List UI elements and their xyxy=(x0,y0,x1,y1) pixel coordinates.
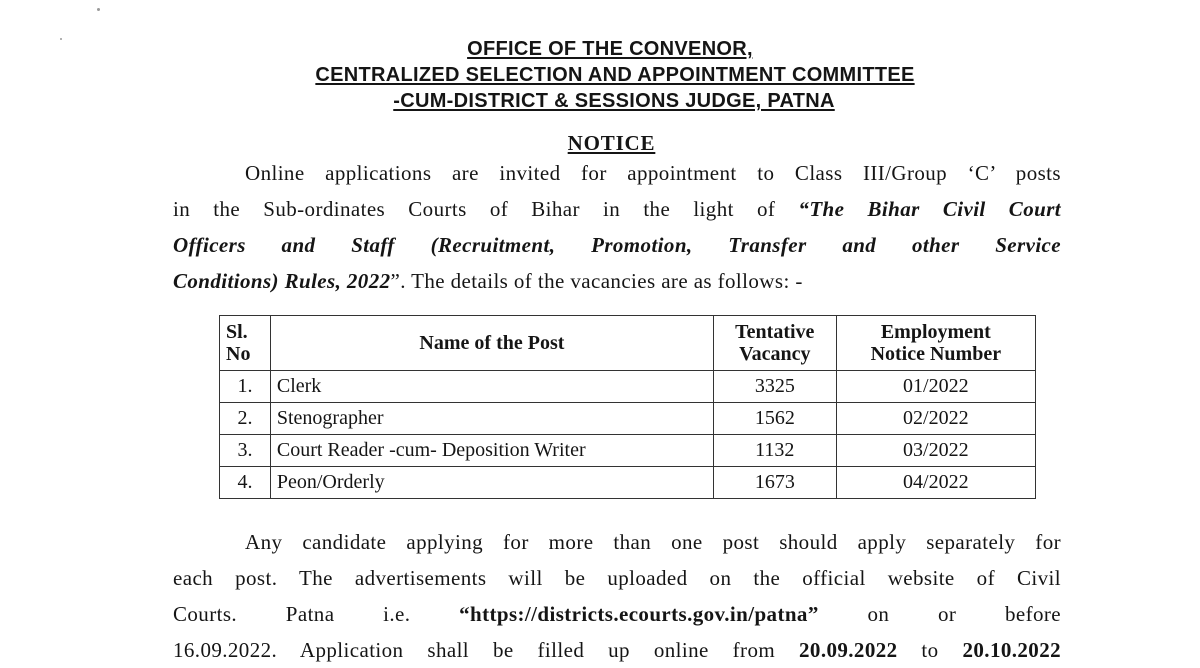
table-row xyxy=(220,467,1036,499)
date-range-separator: to xyxy=(897,638,963,662)
header-tentative-vacancy: Tentative Vacancy xyxy=(713,316,836,371)
intro-line-2 xyxy=(173,191,1061,227)
table-header-row xyxy=(220,316,1036,371)
cell-post-name: Court Reader -cum- Deposition Writer xyxy=(270,435,713,467)
rules-title-start: “The Bihar Civil Court xyxy=(798,197,1061,221)
cell-notice-number: 04/2022 xyxy=(836,467,1035,499)
intro-line-1: Online applications are invited for appointment to Class III/Group ‘C’ posts xyxy=(245,161,1061,185)
instructions-line-4 xyxy=(173,632,1061,668)
table-row xyxy=(220,371,1036,403)
cell-post-name: Peon/Orderly xyxy=(270,467,713,499)
vacancy-table xyxy=(219,315,1036,499)
instructions-line-1: Any candidate applying for more than one post should apply separately for xyxy=(245,530,1061,554)
website-url: “https://districts.ecourts.gov.in/patna” xyxy=(459,602,819,626)
cell-serial: 1. xyxy=(220,371,271,403)
cell-post-name: Clerk xyxy=(270,371,713,403)
notice-title: NOTICE xyxy=(567,131,656,155)
cell-notice-number: 02/2022 xyxy=(836,403,1035,435)
rules-title-middle: Officers and Staff (Recruitment, Promotion, Transfer and other Service xyxy=(173,233,1061,257)
intro-line-4 xyxy=(173,263,1061,299)
instructions-line-3-text: Courts. Patna i.e. xyxy=(173,602,460,626)
rules-title-end: Conditions) Rules, 2022 xyxy=(173,269,391,293)
intro-line-2-text: in the Sub-ordinates Courts of Bihar in the light of xyxy=(173,197,799,221)
cell-vacancy: 1673 xyxy=(713,467,836,499)
instructions-line-3 xyxy=(173,596,1061,632)
intro-paragraph xyxy=(173,155,1061,299)
instructions-line-3-end: on or before xyxy=(818,602,1062,626)
application-end-date: 20.10.2022 xyxy=(962,638,1061,662)
header-serial-no: Sl. No xyxy=(220,316,271,371)
intro-line-4-text: ”. The details of the vacancies are as follows: - xyxy=(390,269,803,293)
table-row xyxy=(220,435,1036,467)
cell-post-name: Stenographer xyxy=(270,403,713,435)
document-header xyxy=(0,36,1200,114)
instructions-paragraph xyxy=(173,524,1061,668)
cell-vacancy: 1132 xyxy=(713,435,836,467)
header-committee-line: CENTRALIZED SELECTION AND APPOINTMENT COMMITTEE xyxy=(315,64,915,86)
header-post-name: Name of the Post xyxy=(270,316,713,371)
instructions-line-2: each post. The advertisements will be uploaded on the official website of Civil xyxy=(173,566,1061,590)
cell-notice-number: 01/2022 xyxy=(836,371,1035,403)
cell-notice-number: 03/2022 xyxy=(836,435,1035,467)
header-notice-number: Employment Notice Number xyxy=(836,316,1035,371)
cell-serial: 4. xyxy=(220,467,271,499)
instructions-line-4-text: 16.09.2022. Application shall be filled up online from xyxy=(173,638,800,662)
cell-serial: 2. xyxy=(220,403,271,435)
header-judge-line: -CUM-DISTRICT & SESSIONS JUDGE, PATNA xyxy=(393,90,835,112)
scan-speck xyxy=(97,8,100,11)
table-row xyxy=(220,403,1036,435)
application-start-date: 20.09.2022 xyxy=(799,638,898,662)
cell-serial: 3. xyxy=(220,435,271,467)
header-office-line: OFFICE OF THE CONVENOR, xyxy=(467,38,753,60)
cell-vacancy: 3325 xyxy=(713,371,836,403)
cell-vacancy: 1562 xyxy=(713,403,836,435)
